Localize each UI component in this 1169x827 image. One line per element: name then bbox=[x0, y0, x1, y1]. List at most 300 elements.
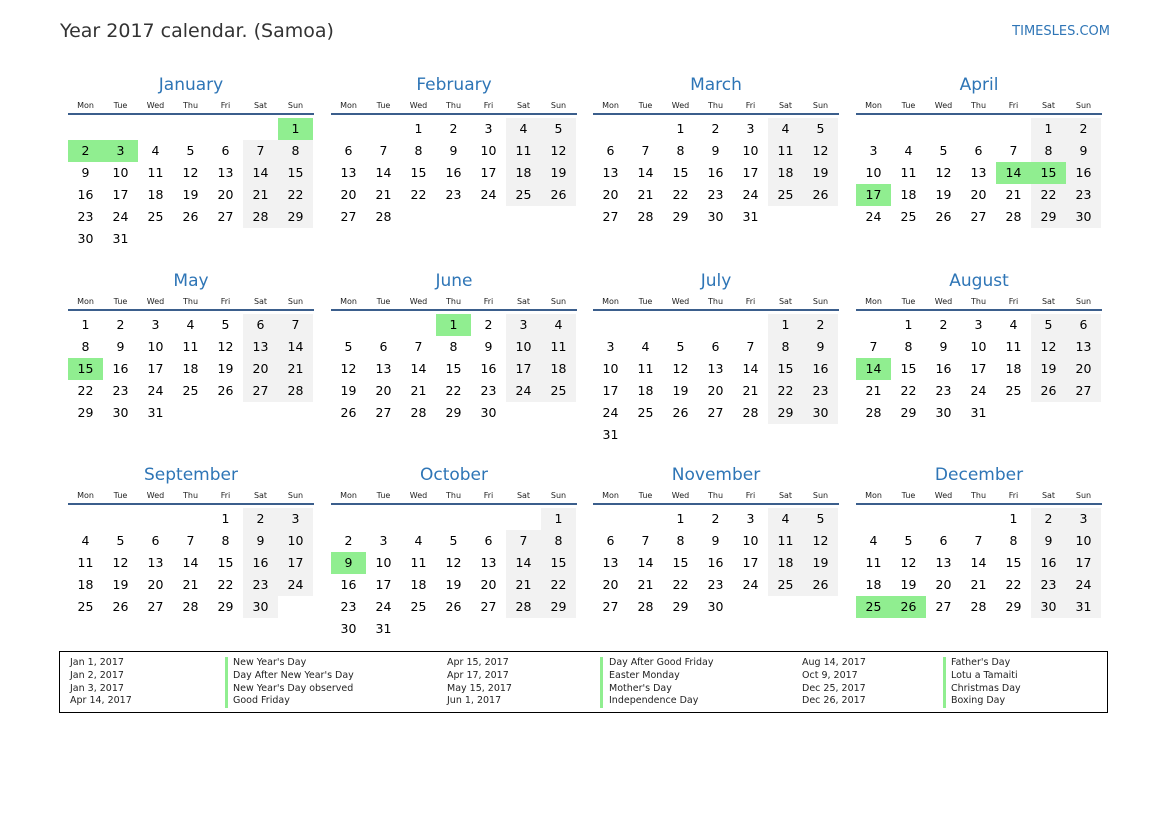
weekday-label: Sat bbox=[253, 297, 268, 306]
day-cell: 21 bbox=[182, 577, 199, 592]
legend-dates-2 bbox=[447, 657, 512, 708]
day-cell: 17 bbox=[970, 361, 987, 376]
day-cell: 12 bbox=[541, 140, 576, 162]
day-cell: 12 bbox=[217, 339, 234, 354]
day-cell: 7 bbox=[641, 533, 650, 548]
weekday-label: Tue bbox=[638, 297, 653, 306]
weekday-label: Fri bbox=[483, 491, 494, 500]
day-cell: 26 bbox=[672, 405, 689, 420]
weekday-label: Tue bbox=[376, 101, 391, 110]
day-cell: 15 bbox=[445, 361, 462, 376]
day-cell: 14 bbox=[410, 361, 427, 376]
weekday-header bbox=[856, 294, 1102, 311]
day-cell: 16 bbox=[707, 555, 724, 570]
day-cell: 15 bbox=[278, 162, 313, 184]
empty-cell bbox=[593, 314, 628, 336]
day-grid bbox=[593, 115, 839, 228]
weekday-label: Thu bbox=[445, 297, 462, 306]
day-grid bbox=[593, 505, 839, 618]
week-row bbox=[68, 530, 314, 552]
day-cell: 17 bbox=[1066, 552, 1101, 574]
day-grid bbox=[331, 505, 577, 640]
day-cell: 21 bbox=[742, 383, 759, 398]
day-cell: 28 bbox=[243, 206, 278, 228]
week-row bbox=[856, 508, 1102, 530]
week-row bbox=[856, 596, 1102, 618]
day-cell: 6 bbox=[711, 339, 720, 354]
legend-color-marker bbox=[943, 657, 946, 708]
month-november bbox=[593, 462, 839, 618]
empty-cell bbox=[628, 314, 663, 336]
day-cell: 1 bbox=[676, 121, 685, 136]
day-cell: 28 bbox=[278, 380, 313, 402]
day-cell: 26 bbox=[803, 574, 838, 596]
empty-cell bbox=[366, 118, 401, 140]
day-cell: 15 bbox=[541, 552, 576, 574]
day-cell: 13 bbox=[935, 555, 952, 570]
day-cell: 11 bbox=[147, 165, 164, 180]
weekday-label: Thu bbox=[182, 491, 199, 500]
day-cell: 15 bbox=[1005, 555, 1022, 570]
month-name: September bbox=[144, 465, 238, 485]
weekday-label: Mon bbox=[77, 491, 94, 500]
weekday-label: Sun bbox=[1075, 491, 1092, 500]
day-cell: 29 bbox=[672, 209, 689, 224]
day-cell: 22 bbox=[541, 574, 576, 596]
month-name: November bbox=[671, 465, 761, 485]
day-cell: 18 bbox=[768, 162, 803, 184]
week-row bbox=[856, 358, 1102, 380]
day-cell: 27 bbox=[243, 380, 278, 402]
legend-holiday-name: Independence Day bbox=[609, 695, 699, 707]
weekday-label: Wed bbox=[671, 101, 690, 110]
day-cell: 1 bbox=[541, 508, 576, 530]
day-cell: 29 bbox=[217, 599, 234, 614]
day-cell: 24 bbox=[742, 577, 759, 592]
day-cell: 11 bbox=[768, 530, 803, 552]
day-cell: 21 bbox=[865, 383, 882, 398]
week-row bbox=[68, 358, 314, 380]
day-cell: 9 bbox=[449, 143, 458, 158]
week-row bbox=[856, 162, 1102, 184]
day-cell: 6 bbox=[344, 143, 353, 158]
day-cell: 13 bbox=[602, 165, 619, 180]
day-cell: 22 bbox=[77, 383, 94, 398]
empty-cell bbox=[331, 118, 366, 140]
day-cell: 7 bbox=[379, 143, 388, 158]
day-cell: 10 bbox=[112, 165, 129, 180]
week-row bbox=[331, 380, 577, 402]
day-cell: 7 bbox=[278, 314, 313, 336]
day-cell: 16 bbox=[803, 358, 838, 380]
day-cell: 15 bbox=[768, 358, 803, 380]
day-cell: 7 bbox=[506, 530, 541, 552]
day-cell: 1 bbox=[414, 121, 423, 136]
day-cell: 22 bbox=[1031, 184, 1066, 206]
day-cell: 8 bbox=[676, 143, 685, 158]
day-cell: 28 bbox=[182, 599, 199, 614]
week-row bbox=[331, 552, 577, 574]
day-cell: 23 bbox=[243, 574, 278, 596]
holiday-day-cell: 15 bbox=[68, 358, 103, 380]
day-cell: 31 bbox=[147, 405, 164, 420]
weekday-label: Tue bbox=[113, 491, 128, 500]
day-cell: 26 bbox=[445, 599, 462, 614]
day-cell: 10 bbox=[506, 336, 541, 358]
day-cell: 30 bbox=[1066, 206, 1101, 228]
day-cell: 26 bbox=[541, 184, 576, 206]
weekday-label: Thu bbox=[182, 297, 199, 306]
week-row bbox=[593, 162, 839, 184]
day-cell: 9 bbox=[484, 339, 493, 354]
legend-names-2 bbox=[609, 657, 713, 708]
month-name: August bbox=[949, 271, 1009, 291]
day-cell: 5 bbox=[116, 533, 125, 548]
empty-cell bbox=[331, 508, 366, 530]
empty-cell bbox=[173, 118, 208, 140]
day-cell: 5 bbox=[803, 118, 838, 140]
week-row bbox=[593, 118, 839, 140]
day-cell: 24 bbox=[602, 405, 619, 420]
weekday-label: Tue bbox=[901, 297, 916, 306]
weekday-label: Thu bbox=[707, 101, 724, 110]
day-cell: 7 bbox=[414, 339, 423, 354]
week-row bbox=[68, 314, 314, 336]
day-cell: 4 bbox=[1009, 317, 1018, 332]
day-cell: 30 bbox=[1031, 596, 1066, 618]
weekday-header bbox=[331, 488, 577, 505]
day-cell: 2 bbox=[711, 121, 720, 136]
legend-dates-3 bbox=[802, 657, 866, 708]
day-cell: 13 bbox=[375, 361, 392, 376]
weekday-label: Tue bbox=[376, 297, 391, 306]
day-cell: 19 bbox=[935, 187, 952, 202]
weekday-label: Sun bbox=[812, 101, 829, 110]
day-cell: 14 bbox=[375, 165, 392, 180]
day-cell: 18 bbox=[147, 187, 164, 202]
empty-cell bbox=[961, 508, 996, 530]
day-cell: 1 bbox=[1031, 118, 1066, 140]
day-cell: 4 bbox=[768, 118, 803, 140]
day-cell: 4 bbox=[151, 143, 160, 158]
month-august bbox=[856, 268, 1102, 424]
week-row bbox=[856, 530, 1102, 552]
day-cell: 26 bbox=[803, 184, 838, 206]
day-cell: 5 bbox=[1031, 314, 1066, 336]
day-cell: 12 bbox=[1031, 336, 1066, 358]
weekday-header bbox=[593, 98, 839, 115]
day-cell: 3 bbox=[1066, 508, 1101, 530]
week-row bbox=[68, 118, 314, 140]
day-cell: 23 bbox=[77, 209, 94, 224]
month-july bbox=[593, 268, 839, 446]
day-cell: 13 bbox=[970, 165, 987, 180]
day-cell: 20 bbox=[707, 383, 724, 398]
weekday-label: Mon bbox=[340, 491, 357, 500]
week-row bbox=[593, 184, 839, 206]
weekday-label: Wed bbox=[146, 297, 165, 306]
weekday-label: Sat bbox=[778, 297, 793, 306]
week-row bbox=[856, 118, 1102, 140]
empty-cell bbox=[961, 118, 996, 140]
day-cell: 25 bbox=[410, 599, 427, 614]
day-grid bbox=[331, 115, 577, 228]
month-name: July bbox=[700, 271, 732, 291]
week-row bbox=[68, 336, 314, 358]
week-row bbox=[68, 402, 314, 424]
empty-cell bbox=[331, 314, 366, 336]
month-name: May bbox=[173, 271, 209, 291]
weekday-label: Mon bbox=[77, 101, 94, 110]
weekday-label: Fri bbox=[745, 297, 756, 306]
day-cell: 8 bbox=[541, 530, 576, 552]
month-march bbox=[593, 72, 839, 228]
day-cell: 3 bbox=[506, 314, 541, 336]
day-cell: 16 bbox=[243, 552, 278, 574]
day-cell: 6 bbox=[939, 533, 948, 548]
day-cell: 7 bbox=[1009, 143, 1018, 158]
day-cell: 4 bbox=[506, 118, 541, 140]
day-cell: 28 bbox=[637, 599, 654, 614]
day-cell: 5 bbox=[904, 533, 913, 548]
week-row bbox=[68, 380, 314, 402]
week-row bbox=[593, 530, 839, 552]
day-cell: 15 bbox=[900, 361, 917, 376]
day-cell: 19 bbox=[340, 383, 357, 398]
weekday-label: Fri bbox=[220, 297, 231, 306]
day-cell: 3 bbox=[869, 143, 878, 158]
day-grid bbox=[593, 311, 839, 446]
month-may bbox=[68, 268, 314, 424]
day-cell: 8 bbox=[278, 140, 313, 162]
empty-cell bbox=[173, 508, 208, 530]
weekday-label: Sun bbox=[287, 101, 304, 110]
day-cell: 7 bbox=[869, 339, 878, 354]
week-row bbox=[331, 140, 577, 162]
day-cell: 14 bbox=[970, 555, 987, 570]
day-cell: 30 bbox=[935, 405, 952, 420]
empty-cell bbox=[856, 118, 891, 140]
day-cell: 5 bbox=[939, 143, 948, 158]
empty-cell bbox=[506, 508, 541, 530]
weekday-label: Wed bbox=[671, 491, 690, 500]
legend-date: Jan 1, 2017 bbox=[70, 657, 124, 668]
day-cell: 3 bbox=[379, 533, 388, 548]
day-cell: 16 bbox=[77, 187, 94, 202]
day-cell: 12 bbox=[182, 165, 199, 180]
day-cell: 27 bbox=[707, 405, 724, 420]
day-cell: 26 bbox=[935, 209, 952, 224]
day-cell: 10 bbox=[865, 165, 882, 180]
weekday-label: Thu bbox=[445, 491, 462, 500]
week-row bbox=[593, 336, 839, 358]
day-grid bbox=[68, 311, 314, 424]
day-cell: 9 bbox=[243, 530, 278, 552]
weekday-label: Wed bbox=[146, 101, 165, 110]
day-cell: 9 bbox=[711, 143, 720, 158]
day-cell: 20 bbox=[243, 358, 278, 380]
day-cell: 28 bbox=[410, 405, 427, 420]
day-cell: 8 bbox=[81, 339, 90, 354]
day-cell: 20 bbox=[340, 187, 357, 202]
day-cell: 12 bbox=[803, 530, 838, 552]
day-cell: 24 bbox=[1066, 574, 1101, 596]
day-cell: 4 bbox=[414, 533, 423, 548]
day-cell: 14 bbox=[506, 552, 541, 574]
weekday-label: Tue bbox=[638, 491, 653, 500]
day-cell: 28 bbox=[970, 599, 987, 614]
day-cell: 17 bbox=[375, 577, 392, 592]
day-cell: 24 bbox=[742, 187, 759, 202]
day-cell: 21 bbox=[375, 187, 392, 202]
day-cell: 4 bbox=[541, 314, 576, 336]
weekday-header bbox=[331, 98, 577, 115]
day-cell: 26 bbox=[112, 599, 129, 614]
month-name: January bbox=[158, 75, 224, 95]
day-cell: 19 bbox=[217, 361, 234, 376]
weekday-label: Fri bbox=[745, 101, 756, 110]
weekday-label: Wed bbox=[409, 491, 428, 500]
day-cell: 18 bbox=[77, 577, 94, 592]
day-cell: 14 bbox=[243, 162, 278, 184]
day-cell: 23 bbox=[935, 383, 952, 398]
weekday-label: Mon bbox=[340, 101, 357, 110]
empty-cell bbox=[103, 118, 138, 140]
day-cell: 3 bbox=[746, 511, 755, 526]
day-cell: 10 bbox=[278, 530, 313, 552]
weekday-header bbox=[331, 294, 577, 311]
day-cell: 9 bbox=[939, 339, 948, 354]
week-row bbox=[68, 508, 314, 530]
day-cell: 13 bbox=[147, 555, 164, 570]
day-cell: 30 bbox=[340, 621, 357, 636]
day-cell: 4 bbox=[904, 143, 913, 158]
weekday-label: Mon bbox=[602, 491, 619, 500]
day-cell: 2 bbox=[116, 317, 125, 332]
day-cell: 11 bbox=[768, 140, 803, 162]
weekday-label: Fri bbox=[220, 101, 231, 110]
day-cell: 12 bbox=[672, 361, 689, 376]
day-cell: 17 bbox=[742, 555, 759, 570]
day-cell: 27 bbox=[147, 599, 164, 614]
day-cell: 11 bbox=[900, 165, 917, 180]
day-cell: 9 bbox=[803, 336, 838, 358]
day-cell: 1 bbox=[81, 317, 90, 332]
weekday-label: Wed bbox=[671, 297, 690, 306]
day-cell: 18 bbox=[1005, 361, 1022, 376]
weekday-label: Mon bbox=[602, 297, 619, 306]
day-cell: 11 bbox=[865, 555, 882, 570]
day-grid bbox=[68, 505, 314, 618]
day-cell: 4 bbox=[768, 508, 803, 530]
day-cell: 2 bbox=[939, 317, 948, 332]
empty-cell bbox=[628, 118, 663, 140]
site-link[interactable]: TIMESLES.COM bbox=[1012, 24, 1110, 39]
day-cell: 13 bbox=[217, 165, 234, 180]
day-cell: 27 bbox=[480, 599, 497, 614]
legend-color-marker bbox=[225, 657, 228, 708]
week-row bbox=[68, 552, 314, 574]
day-cell: 24 bbox=[970, 383, 987, 398]
holiday-day-cell: 14 bbox=[996, 162, 1031, 184]
day-cell: 4 bbox=[641, 339, 650, 354]
weekday-label: Tue bbox=[113, 101, 128, 110]
day-cell: 29 bbox=[1005, 599, 1022, 614]
day-cell: 4 bbox=[186, 317, 195, 332]
day-cell: 25 bbox=[506, 184, 541, 206]
empty-cell bbox=[68, 118, 103, 140]
week-row bbox=[856, 380, 1102, 402]
empty-cell bbox=[698, 314, 733, 336]
day-cell: 23 bbox=[445, 187, 462, 202]
day-cell: 25 bbox=[541, 380, 576, 402]
day-cell: 16 bbox=[112, 361, 129, 376]
day-cell: 27 bbox=[1066, 380, 1101, 402]
weekday-label: Mon bbox=[602, 101, 619, 110]
day-cell: 22 bbox=[768, 380, 803, 402]
weekday-label: Mon bbox=[340, 297, 357, 306]
day-cell: 5 bbox=[676, 339, 685, 354]
weekday-label: Fri bbox=[220, 491, 231, 500]
month-name: February bbox=[416, 75, 492, 95]
day-cell: 26 bbox=[182, 209, 199, 224]
weekday-label: Thu bbox=[182, 101, 199, 110]
legend-holiday-name: New Year's Day bbox=[233, 657, 307, 668]
day-cell: 30 bbox=[112, 405, 129, 420]
week-row bbox=[593, 402, 839, 424]
day-cell: 4 bbox=[81, 533, 90, 548]
day-cell: 25 bbox=[77, 599, 94, 614]
week-row bbox=[593, 552, 839, 574]
day-cell: 2 bbox=[344, 533, 353, 548]
day-cell: 6 bbox=[484, 533, 493, 548]
day-cell: 15 bbox=[672, 165, 689, 180]
day-cell: 27 bbox=[340, 209, 357, 224]
holiday-day-cell: 25 bbox=[856, 596, 891, 618]
day-cell: 2 bbox=[1066, 118, 1101, 140]
weekday-label: Wed bbox=[934, 101, 953, 110]
day-cell: 24 bbox=[278, 574, 313, 596]
day-cell: 20 bbox=[375, 383, 392, 398]
day-cell: 16 bbox=[935, 361, 952, 376]
weekday-label: Sat bbox=[778, 491, 793, 500]
weekday-label: Sun bbox=[1075, 101, 1092, 110]
day-cell: 20 bbox=[1066, 358, 1101, 380]
week-row bbox=[593, 508, 839, 530]
day-cell: 20 bbox=[480, 577, 497, 592]
legend-names-3 bbox=[951, 657, 1021, 708]
day-cell: 6 bbox=[606, 533, 615, 548]
week-row bbox=[856, 140, 1102, 162]
day-cell: 8 bbox=[1031, 140, 1066, 162]
legend-date: Jun 1, 2017 bbox=[447, 695, 502, 707]
holiday-day-cell: 9 bbox=[331, 552, 366, 574]
empty-cell bbox=[366, 508, 401, 530]
legend-holiday-name: Father's Day bbox=[951, 657, 1011, 668]
day-cell: 12 bbox=[445, 555, 462, 570]
day-cell: 19 bbox=[541, 162, 576, 184]
day-cell: 14 bbox=[742, 361, 759, 376]
day-cell: 31 bbox=[375, 621, 392, 636]
weekday-header bbox=[68, 98, 314, 115]
legend-holiday-name: Day After Good Friday bbox=[609, 657, 714, 668]
day-cell: 28 bbox=[506, 596, 541, 618]
day-cell: 7 bbox=[186, 533, 195, 548]
weekday-label: Sat bbox=[778, 101, 793, 110]
weekday-header bbox=[856, 488, 1102, 505]
month-name: April bbox=[959, 75, 999, 95]
month-name: December bbox=[934, 465, 1024, 485]
